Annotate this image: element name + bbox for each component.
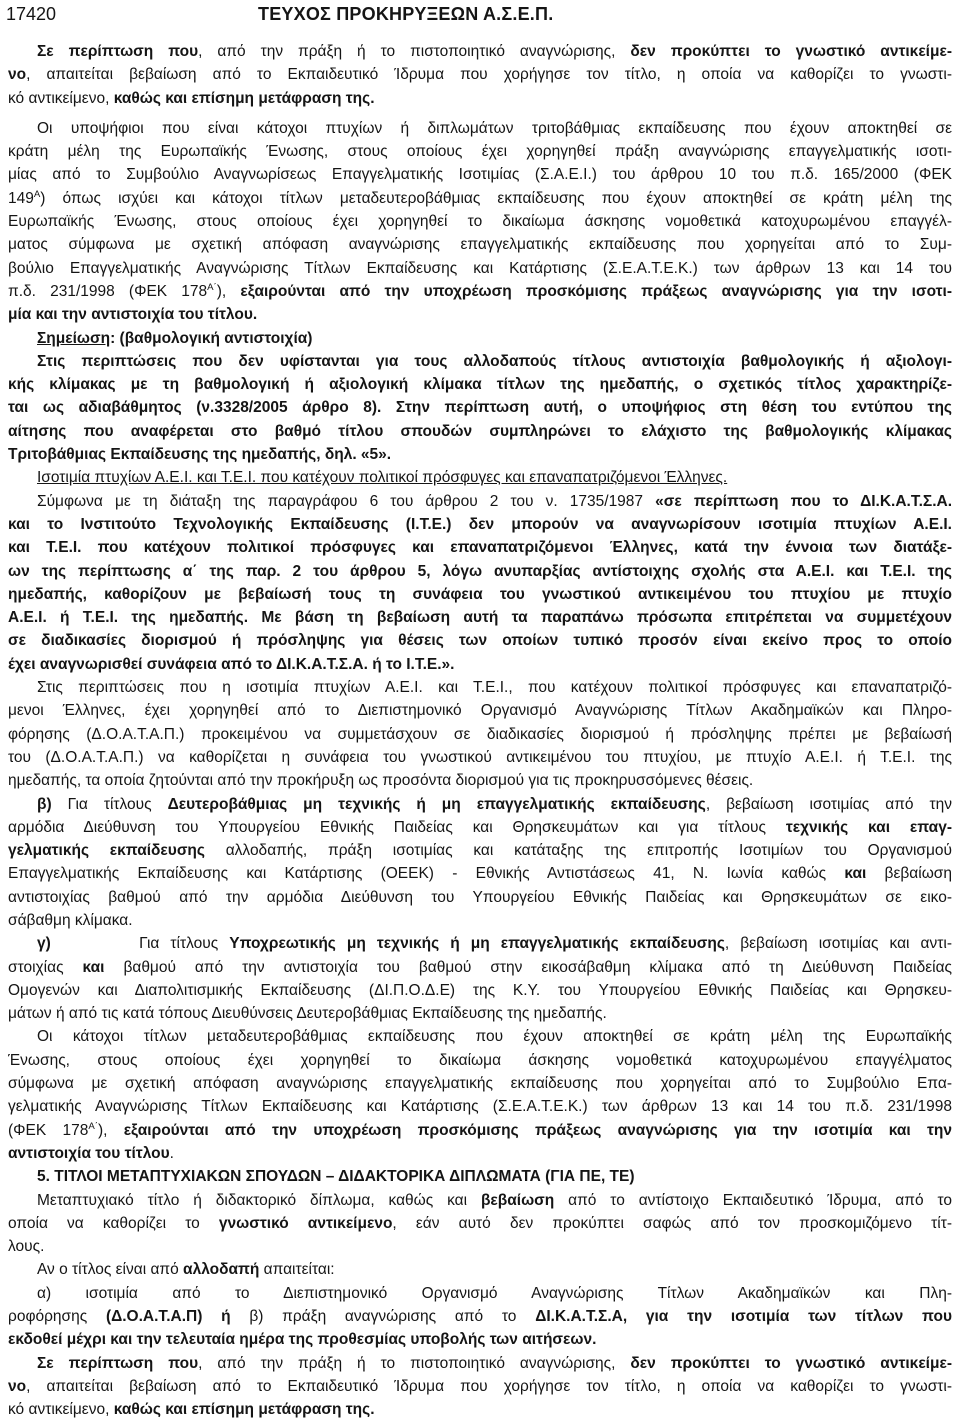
text-line	[8, 187, 952, 210]
text-run: δεν προκύπτει το γνωστικό αντικείμε-	[630, 43, 952, 60]
text-run: Στις περιπτώσεις που δεν υφίστανται για τους αλλοδαπούς τίτλους αντιστοιχία βαθμολογικής ή αξιολογι-	[37, 352, 952, 370]
text-line	[8, 233, 952, 256]
text-line	[8, 1398, 952, 1421]
text-line	[8, 1119, 952, 1142]
text-run: Ισοτιμία πτυχίων Α.Ε.Ι. και Τ.Ε.Ι. που κατέχουν πολιτικοί πρόσφυγες και επαναπατριζόμενοι Έλληνες.	[37, 469, 728, 487]
text-run: του (Δ.Ο.Α.Τ.Α.Π.) να καθορίζεται η συνάφεια του γνωστικού αντικειμένου του πτυχίου, με πτυχίο Α.Ε.Ι. ή Τ.Ε.Ι. της	[8, 748, 952, 766]
text-line	[8, 862, 952, 885]
text-run: βαθμού από την αντιστοιχία του βαθμού στην εικοσάβαθμη κλίμακα από τη Διεύθυνση Παιδείας	[104, 958, 952, 976]
text-run: βεβαίωση	[866, 865, 952, 883]
text-run: λους.	[8, 1238, 45, 1256]
text-run: ΔΙ.Κ.Α.Τ.Σ.Α, για την ισοτιμία των τίτλων που	[535, 1308, 952, 1326]
text-run: «σε περίπτωση που το ΔΙ.Κ.Α.Τ.Σ.Α.	[655, 492, 952, 510]
text-line	[8, 1072, 952, 1095]
text-line	[8, 746, 952, 769]
text-line	[8, 886, 952, 909]
text-run: κράτη μέλη της Ευρωπαϊκής Ένωσης, στους οποίους έχει χορηγηθεί πράξη αναγνώρισης επαγγελματικής ισοτι-	[8, 143, 952, 161]
text-run: αντιστοιχίας βαθμού από την αρμόδια Διεύθυνση του Υπουργείου Εθνικής Παιδείας και Θρησκευμάτων σε εικο-	[8, 888, 952, 906]
text-run: δεν προκύπτει το γνωστικό αντικείμε-	[630, 1354, 952, 1372]
text-run: γελματικής Αναγνώρισης Τίτλων Εκπαίδευσης και Κατάρτισης (Σ.Ε.Α.Τ.Ε.Κ.) των άρθρων 13 και 14 του π.δ. 231/1998	[8, 1098, 952, 1116]
text-run: Επαγγελματικής Εκπαίδευσης και Κατάρτισης (ΟΕΕΚ) - Εθνικής Αντιστάσεως 41, Ν. Ιωνία καθώς	[8, 865, 845, 883]
text-run: κό αντικείμενο,	[8, 89, 114, 107]
text-line	[8, 979, 952, 1002]
text-line	[8, 1049, 952, 1072]
text-run: αρμόδια Διεύθυνση του Υπουργείου Εθνικής Παιδείας και Θρησκευμάτων και για τίτλους	[8, 818, 786, 836]
text-line	[8, 839, 952, 862]
text-run: .	[169, 1144, 174, 1162]
text-run: ων της περίπτωσης α΄ της παρ. 2 του άρθρου 5, λόγω ανυπαρξίας αντίστοιχης σχολής στα Α.Ε.Ι. και Τ.Ε.Ι. της	[8, 562, 952, 580]
text-run: β)	[37, 795, 52, 813]
text-run: Στις περιπτώσεις που η ισοτιμία πτυχίων Α.Ε.Ι. και Τ.Ε.Ι., που κατέχουν πολιτικοί πρόσφυγες και επαναπατριζό-	[37, 679, 952, 697]
text-line	[8, 1212, 952, 1235]
text-line	[8, 1352, 952, 1375]
text-run: Υποχρεωτικής μη τεχνικής ή μη επαγγελματικής εκπαίδευσης	[229, 935, 725, 953]
text-line	[8, 1328, 952, 1351]
text-line	[8, 769, 952, 792]
text-line	[8, 373, 952, 396]
text-line	[8, 87, 952, 110]
text-run: Ένωσης, στους οποίους έχει χορηγηθεί το δικαίωμα άσκησης νομοθετικά κατοχυρωμένου επαγγέλματος	[8, 1051, 952, 1069]
text-line	[8, 676, 952, 699]
text-run: Α.Ε.Ι. ή Τ.Ε.Ι. της ημεδαπής. Με βάση τη βεβαίωση αυτή τα παραπάνω πρόσωπα επιτρέπεται να συμμετέχουν	[8, 609, 952, 627]
text-line	[8, 490, 952, 513]
text-run: , από την πράξη ή το πιστοποιητικό αναγνώρισης,	[198, 1354, 631, 1372]
page-number: 17420	[6, 4, 57, 24]
text-run: οποία να καθορίζει το	[8, 1214, 219, 1232]
text-run: σάβαθμη κλίμακα.	[8, 911, 133, 929]
text-run: σε διαδικασίες διορισμού ή πρόσληψης για θέσεις των οποίων τυπικό προσόν είναι εκείνο προς το οποίο	[8, 632, 952, 650]
paragraph	[8, 932, 952, 1025]
text-run: Οι υποψήφιοι που είναι κάτοχοι πτυχίων ή διπλωμάτων τριτοβάθμιας εκπαίδευσης που έχουν αποκτηθεί σε	[37, 119, 952, 137]
text-run: αίτησης που αναφέρεται στο βαθμό τίτλου σπουδών συμπληρώνει το ελάχιστο της βαθμολογικής κλίμακας	[8, 422, 952, 440]
text-run: α) ισοτιμία από το Διεπιστημονικό Οργανισμό Αναγνώρισης Τίτλων Ακαδημαϊκών και Πλη-	[37, 1284, 952, 1302]
text-run: αλλοδαπή	[183, 1261, 260, 1279]
text-run: εξαιρούνται από την υποχρέωση προσκόμισης πράξεως αναγνώρισης για την ισοτι-	[240, 282, 952, 300]
text-run: 5. ΤΙΤΛΟΙ ΜΕΤΑΠΤΥΧΙΑΚΩΝ ΣΠΟΥΔΩΝ – ΔΙΔΑΚΤΟΡΙΚΑ ΔΙΠΛΩΜΑΤΑ (ΓΙΑ ΠΕ, ΤΕ)	[37, 1168, 635, 1186]
text-run: , εάν αυτό δεν προκύπτει σαφώς από τον προσκομιζόμενο τίτ-	[392, 1214, 952, 1232]
text-line	[8, 956, 952, 979]
text-run: και το Ινστιτούτο Τεχνολογικής Εκπαίδευσης (Ι.Τ.Ε.) δεν μπορούν να αναγνωρίσουν ισοτιμία πτυχίων Α.Ε.Ι.	[8, 515, 952, 533]
publication-title: ΤΕΥΧΟΣ ΠΡΟΚΗΡΥΞΕΩΝ Α.Σ.Ε.Π.	[258, 4, 554, 24]
text-run: 149	[8, 189, 34, 207]
text-line	[8, 536, 952, 559]
text-line	[8, 1305, 952, 1328]
text-run: Αν ο τίτλος είναι από	[37, 1261, 184, 1279]
text-run: καθώς και επίσημη μετάφραση της.	[113, 1401, 375, 1419]
text-run: : (βαθμολογική αντιστοιχία)	[110, 329, 313, 347]
text-run: εκδοθεί μέχρι και την τελευταία ημέρα της προθεσμίας υποβολής των αιτήσεων.	[8, 1331, 597, 1349]
text-run: εξαιρούνται από την υποχρέωση προσκόμισης πράξεως αναγνώρισης για την ισοτιμία και την	[123, 1121, 952, 1139]
text-line	[8, 629, 952, 652]
text-line	[8, 560, 952, 583]
text-run: , βεβαίωση ισοτιμίας από την	[705, 795, 952, 813]
text-run: ),	[97, 1121, 124, 1139]
text-line	[8, 327, 952, 350]
text-line	[8, 816, 952, 839]
text-line	[8, 280, 952, 303]
text-line	[8, 1165, 952, 1188]
text-run: νο	[8, 66, 27, 84]
text-run: σύμφωνα με σχετική απόφαση αναγνώρισης επαγγελματικής εκπαίδευσης που χορηγείται από το Συμβούλιο Επα-	[8, 1075, 952, 1093]
text-run: , από την πράξη ή το πιστοποιητικό αναγνώρισης,	[198, 43, 631, 60]
text-run: Σε περίπτωση που	[37, 43, 199, 60]
paragraph	[8, 1025, 952, 1165]
paragraph	[8, 1189, 952, 1259]
text-line	[8, 1282, 952, 1305]
text-run: κής κλίμακας με τη βαθμολογική ή αξιολογική κλίμακα τίτλων της ημεδαπής, ο σχετικός τίτλος χαρακτηρίζε-	[8, 376, 952, 394]
text-run: Δευτεροβάθμιας μη τεχνικής ή μη επαγγελματικής εκπαίδευσης	[167, 795, 706, 813]
text-line	[8, 1095, 952, 1118]
text-run: Ομογενών και Διαπολιτισμικής Εκπαίδευσης (ΔΙ.Π.Ο.Δ.Ε) της Κ.Υ. του Υπουργείου Εθνικής Παιδείας και Θρησκευ-	[8, 981, 952, 999]
text-line	[8, 1258, 952, 1281]
text-run: Σε περίπτωση που	[37, 1354, 199, 1372]
text-run: νο	[8, 1377, 27, 1395]
text-run: , βεβαίωση ισοτιμίας και αντι-	[724, 935, 952, 953]
paragraph	[8, 117, 952, 327]
text-run: Για τίτλους	[50, 935, 230, 953]
text-line	[8, 163, 952, 186]
paragraph	[8, 676, 952, 792]
text-line	[8, 723, 952, 746]
text-run: και	[844, 865, 867, 883]
text-line	[8, 653, 952, 676]
paragraph	[8, 40, 952, 110]
text-run: μενοι Έλληνες, έχει χορηγηθεί από το Διεπιστημονικό Οργανισμό Αναγνώρισης Τίτλων Ακαδημαϊκών και Πληρο-	[8, 702, 952, 720]
text-run: ),	[216, 282, 241, 300]
text-run: , απαιτείται βεβαίωση από το Εκπαιδευτικό Ίδρυμα που χορήγησε τον τίτλο, η οποία να καθορίζει το γνωστι-	[26, 66, 952, 84]
text-line	[8, 117, 952, 140]
text-line	[8, 1189, 952, 1212]
text-line	[8, 513, 952, 536]
text-line	[8, 396, 952, 419]
text-run: (Δ.Ο.Α.Τ.Α.Π) ή	[105, 1308, 231, 1326]
text-run: έχει αναγνωρισθεί συνάφεια από το ΔΙ.Κ.Α.Τ.Σ.Α. ή το Ι.Τ.Ε.».	[8, 655, 455, 673]
paragraph	[8, 1352, 952, 1422]
text-run: αντιστοιχία του τίτλου	[8, 1144, 170, 1162]
text-run: βούλιο Επαγγελματικής Αναγνώρισης Τίτλων Εκπαίδευσης και Κατάρτισης (Σ.Ε.Α.Τ.Ε.Κ.) των άρθρων 13 και 14 του	[8, 259, 952, 277]
text-run: και Τ.Ε.Ι. που κατέχουν πολιτικοί πρόσφυγες και επαναπατριζόμενοι Έλληνες, κατά την έννοια των διατάξε-	[8, 539, 952, 557]
text-line	[8, 583, 952, 606]
paragraph	[8, 1258, 952, 1281]
text-run: μία και την αντιστοιχία του τίτλου.	[8, 306, 258, 324]
text-line	[8, 443, 952, 466]
text-line	[8, 606, 952, 629]
text-line	[8, 420, 952, 443]
text-line	[8, 350, 952, 373]
text-line	[8, 699, 952, 722]
text-run: στοιχίας	[8, 958, 83, 976]
superscript: Α΄	[207, 281, 217, 293]
paragraph	[8, 1282, 952, 1352]
text-run: Τριτοβάθμιας Εκπαίδευσης της ημεδαπής, δηλ. «5».	[8, 446, 392, 464]
text-run: τεχνικής και επαγ-	[785, 818, 952, 836]
text-run: ματος σύμφωνα με σχετική απόφαση αναγνώρισης επαγγελματικής εκπαίδευσης που χορηγείται από το Συμ-	[8, 236, 952, 254]
text-line	[8, 303, 952, 326]
text-line	[8, 1025, 952, 1048]
text-line	[8, 909, 952, 932]
text-line	[8, 932, 952, 955]
text-run: απαιτείται:	[259, 1261, 335, 1279]
text-run: από το αντίστοιχο Εκπαιδευτικό Ίδρυμα, από το	[554, 1191, 952, 1209]
text-run: ) όπως ισχύει και κάτοχοι τίτλων μεταδευτεροβάθμιας εκπαίδευσης που έχουν αποκτηθεί σε κράτη μέλη της	[40, 189, 952, 207]
text-run: γ)	[37, 935, 51, 953]
superscript: Α΄	[88, 1120, 98, 1132]
text-line	[8, 257, 952, 280]
document-body	[8, 40, 952, 1422]
text-line	[8, 1235, 952, 1258]
text-run: και	[82, 958, 105, 976]
text-line	[8, 40, 952, 63]
text-run: ροφόρησης	[8, 1308, 106, 1326]
paragraph	[8, 490, 952, 676]
text-run: Σημείωση	[37, 329, 111, 347]
text-run: καθώς και επίσημη μετάφραση της.	[113, 89, 375, 107]
text-run: γνωστικό αντικείμενο	[218, 1214, 393, 1232]
text-run: μάτων ή από τις κατά τόπους Διευθύνσεις Δευτεροβάθμιας Εκπαίδευσης της ημεδαπής.	[8, 1005, 607, 1023]
text-line	[8, 63, 952, 86]
text-run: γελματικής εκπαίδευσης	[8, 842, 205, 860]
text-run: Για τίτλους	[51, 795, 168, 813]
text-run: Ευρωπαϊκής Ένωσης, στους οποίους έχει χορηγηθεί το δικαίωμα άσκησης νομοθετικά κατοχυρωμένου επαγγέλ-	[8, 213, 952, 231]
text-run: ημεδαπής, τα οποία ζητούνται από την προκήρυξη ως προσόντα διορισμού για τις προκηρυσσόμενες θέσεις.	[8, 772, 754, 790]
text-run: Σύμφωνα με τη διάταξη της παραγράφου 6 του άρθρου 2 του ν. 1735/1987	[37, 492, 656, 510]
text-run: αλλοδαπής, πράξη ισοτιμίας και κατάταξης της επιτροπής Ισοτιμίων του Οργανισμού	[204, 842, 952, 860]
text-run: π.δ. 231/1998 (ΦΕΚ 178	[8, 282, 208, 300]
text-line	[8, 1002, 952, 1025]
text-run: φόρησης (Δ.Ο.Α.Τ.Α.Π.) προκειμένου να συμμετάσχουν σε διαδικασίες διορισμού ή πρόσληψης πρέπει με βεβαίωσή	[8, 725, 952, 743]
text-line	[8, 140, 952, 163]
superscript: Α	[33, 188, 41, 200]
text-run: κό αντικείμενο,	[8, 1401, 114, 1419]
text-run: ται ως αδιαβάθμητος (ν.3328/2005 άρθρο 8). Στην περίπτωση αυτή, ο υποψήφιος στη θέση του εντύπου της	[8, 399, 952, 417]
text-run: μίας από το Συμβούλιο Αναγνωρίσεως Επαγγελματικής Ισοτιμίας (Σ.Α.Ε.Ι.) του άρθρου 10 του π.δ. 165/2000 (ΦΕΚ	[8, 166, 952, 184]
text-run: Οι κάτοχοι τίτλων μεταδευτεροβάθμιας εκπαίδευσης που έχουν αποκτηθεί σε κράτη μέλη της Ευρωπαϊκής	[37, 1028, 952, 1046]
text-run: , απαιτείται βεβαίωση από το Εκπαιδευτικό Ίδρυμα που χορήγησε τον τίτλο, η οποία να καθορίζει το γνωστι-	[26, 1377, 952, 1395]
paragraph	[8, 793, 952, 933]
text-line	[8, 1142, 952, 1165]
text-line	[8, 1375, 952, 1398]
paragraph	[8, 350, 952, 466]
text-line	[8, 793, 952, 816]
paragraph	[8, 1165, 952, 1188]
text-run: β) πράξη αναγνώρισης από το	[230, 1308, 536, 1326]
text-run: Μεταπτυχιακό τίτλο ή διδακτορικό δίπλωμα, καθώς και	[37, 1191, 481, 1209]
text-run: βεβαίωση	[480, 1191, 555, 1209]
text-run: (ΦΕΚ 178	[8, 1121, 89, 1139]
paragraph	[8, 327, 952, 350]
paragraph	[8, 466, 952, 489]
text-line	[8, 210, 952, 233]
text-line	[8, 466, 952, 489]
page-header	[6, 2, 952, 26]
text-run: ημεδαπής, καθορίζουν με βεβαίωσή τους τη συνάφεια του γνωστικού αντικειμένου του πτυχίου με πτυχίο	[8, 585, 952, 603]
